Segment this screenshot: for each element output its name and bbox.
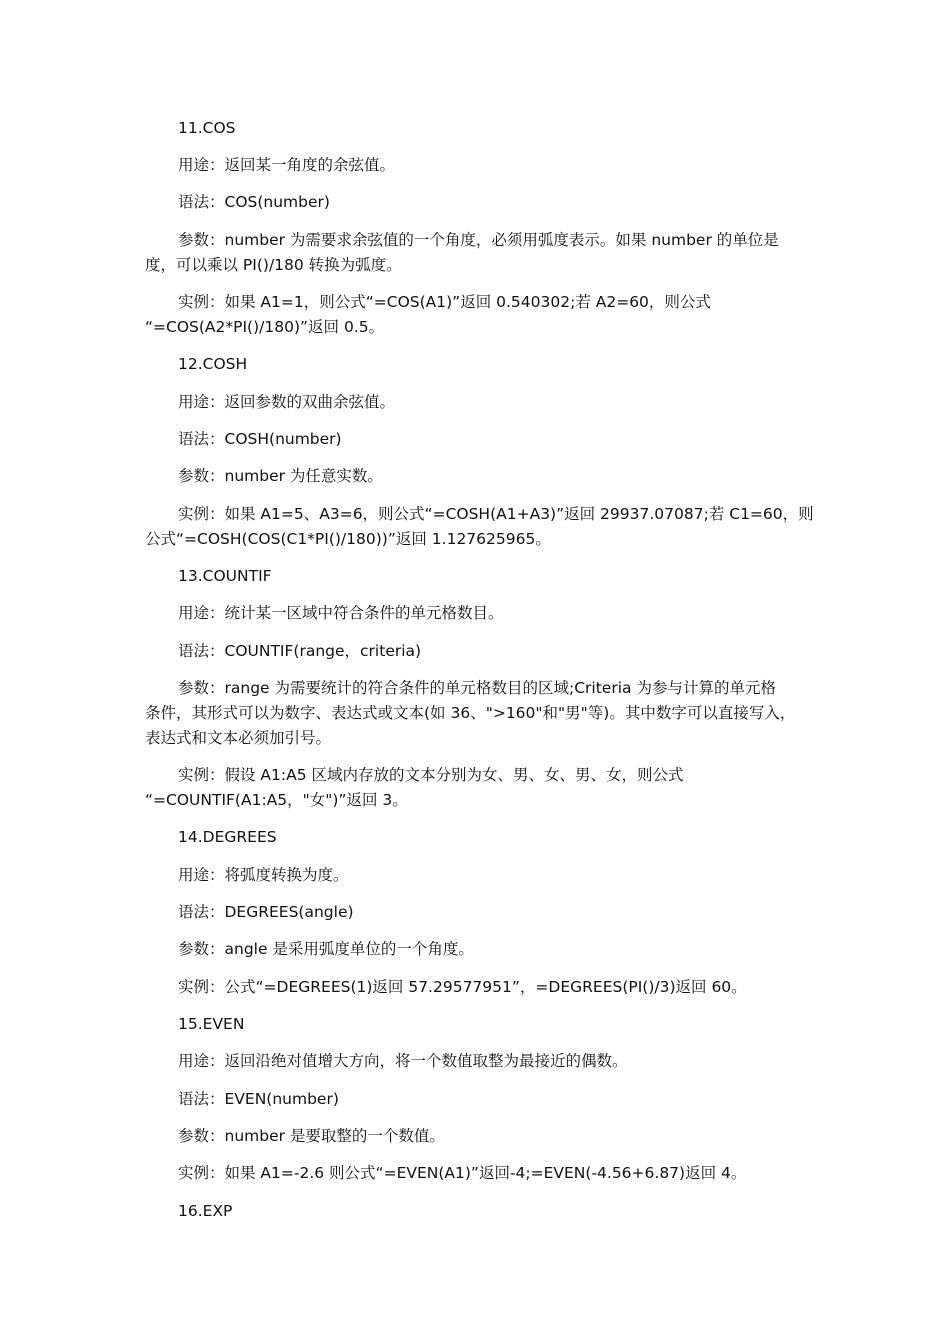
parameter-text: 参数：number 为需要求余弦值的一个角度，必须用弧度表示。如果 number 的单位是 xyxy=(178,231,779,249)
syntax-text: 语法：DEGREES(angle) xyxy=(178,903,354,921)
usage-text: 用途：将弧度转换为度。 xyxy=(178,866,349,884)
example-text-continued: 公式“=COSH(COS(C1*PI()/180))”返回 1.127625965。 xyxy=(145,530,551,548)
example-text: 实例：如果 A1=1，则公式“=COS(A1)”返回 0.540302;若 A2=60，则公式 xyxy=(178,293,711,311)
syntax-text: 语法：COSH(number) xyxy=(178,430,342,448)
example-text-continued: “=COS(A2*PI()/180)”返回 0.5。 xyxy=(145,318,385,336)
usage-text: 用途：返回沿绝对值增大方向，将一个数值取整为最接近的偶数。 xyxy=(178,1052,628,1070)
example-text: 实例：如果 A1=-2.6 则公式“=EVEN(A1)”返回-4;=EVEN(-4.56+6.87)返回 4。 xyxy=(178,1164,747,1182)
example-text: 实例：假设 A1:A5 区域内存放的文本分别为女、男、女、男、女，则公式 xyxy=(178,766,684,784)
parameter-text-continued: 条件，其形式可以为数字、表达式或文本(如 36、">160"和"男"等)。其中数字可以直接写入， xyxy=(145,704,796,722)
syntax-text: 语法：COUNTIF(range，criteria) xyxy=(178,642,422,660)
section-heading: 14.DEGREES xyxy=(178,828,277,846)
usage-text: 用途：返回参数的双曲余弦值。 xyxy=(178,393,396,411)
section-heading: 11.COS xyxy=(178,119,236,137)
parameter-text-continued: 表达式和文本必须加引号。 xyxy=(145,729,332,747)
section-heading: 12.COSH xyxy=(178,355,248,373)
parameter-text-continued: 度，可以乘以 PI()/180 转换为弧度。 xyxy=(145,256,402,274)
example-text: 实例：如果 A1=5、A3=6，则公式“=COSH(A1+A3)”返回 29937.07087;若 C1=60，则 xyxy=(178,505,814,523)
parameter-text: 参数：number 是要取整的一个数值。 xyxy=(178,1127,445,1145)
example-text-continued: “=COUNTIF(A1:A5，"女")”返回 3。 xyxy=(145,791,408,809)
example-text: 实例：公式“=DEGREES(1)返回 57.29577951”，=DEGREES(PI()/3)返回 60。 xyxy=(178,978,747,996)
section-heading: 15.EVEN xyxy=(178,1015,245,1033)
section-heading: 16.EXP xyxy=(178,1202,233,1220)
usage-text: 用途：返回某一角度的余弦值。 xyxy=(178,156,396,174)
syntax-text: 语法：EVEN(number) xyxy=(178,1090,339,1108)
section-heading: 13.COUNTIF xyxy=(178,567,272,585)
parameter-text: 参数：number 为任意实数。 xyxy=(178,467,383,485)
usage-text: 用途：统计某一区域中符合条件的单元格数目。 xyxy=(178,604,504,622)
parameter-text: 参数：angle 是采用弧度单位的一个角度。 xyxy=(178,940,474,958)
parameter-text: 参数：range 为需要统计的符合条件的单元格数目的区域;Criteria 为参与计算的单元格 xyxy=(178,679,776,697)
syntax-text: 语法：COS(number) xyxy=(178,193,330,211)
